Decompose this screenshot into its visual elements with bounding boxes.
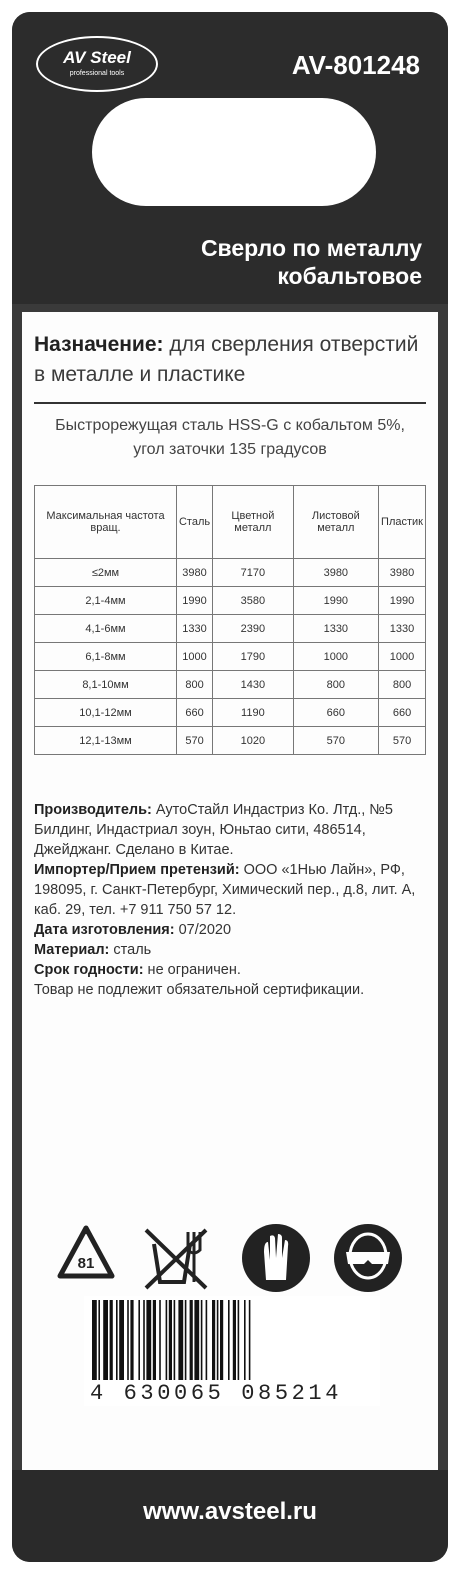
table-cell: 1790 bbox=[213, 643, 294, 671]
table-cell: 570 bbox=[293, 727, 378, 755]
table-cell: 7170 bbox=[213, 559, 294, 587]
table-cell: 3980 bbox=[293, 559, 378, 587]
shelf-life-label: Срок годности: bbox=[34, 962, 144, 978]
barcode-bar bbox=[103, 1300, 108, 1380]
table-cell: 800 bbox=[379, 671, 426, 699]
table-cell: 1430 bbox=[213, 671, 294, 699]
shelf-life-line bbox=[34, 960, 434, 980]
barcode-bars bbox=[84, 1296, 380, 1382]
certification-line: Товар не подлежит обязательной сертификации. bbox=[34, 982, 365, 998]
brand-tagline: professional tools bbox=[69, 70, 125, 77]
shelf-life-value: не ограничен. bbox=[143, 962, 241, 978]
table-cell: 1990 bbox=[176, 587, 212, 615]
table-header-cell: Пластик bbox=[379, 486, 426, 559]
table-row bbox=[35, 559, 426, 587]
table-cell: ≤2мм bbox=[35, 559, 177, 587]
barcode-bar bbox=[127, 1300, 129, 1380]
divider bbox=[34, 402, 426, 404]
table-row bbox=[35, 671, 426, 699]
table-cell: 3580 bbox=[213, 587, 294, 615]
table-cell: 3980 bbox=[176, 559, 212, 587]
barcode-bar bbox=[92, 1300, 97, 1380]
table-cell: 2,1-4мм bbox=[35, 587, 177, 615]
table-cell: 8,1-10мм bbox=[35, 671, 177, 699]
barcode-bar bbox=[220, 1300, 223, 1380]
barcode-bar bbox=[190, 1300, 193, 1380]
manufacturer-value: АутоСтайл Индастриз Ко. Лтд., №5 Билдинг, Индастриал зоун, Юньтао сити, 486514, Джейджанг. Сделано в Китае. bbox=[34, 802, 393, 858]
barcode-bar bbox=[130, 1300, 133, 1380]
brand-name: AV Steel bbox=[63, 48, 131, 67]
barcode-bar bbox=[146, 1300, 151, 1380]
barcode-bar bbox=[206, 1300, 208, 1380]
importer-label: Импортер/Прием претензий: bbox=[34, 862, 240, 878]
brand-logo bbox=[36, 36, 158, 92]
importer-line bbox=[34, 860, 434, 920]
article-number: AV-801248 bbox=[291, 50, 420, 80]
product-info bbox=[34, 800, 434, 1000]
barcode-bar bbox=[138, 1300, 140, 1380]
table-row bbox=[35, 643, 426, 671]
barcode-bar bbox=[185, 1300, 187, 1380]
spec-text bbox=[34, 414, 426, 462]
barcode-bar bbox=[178, 1300, 183, 1380]
website-url: www.avsteel.ru bbox=[143, 1498, 317, 1525]
table-header-cell: Максимальная частота вращ. bbox=[35, 486, 177, 559]
table-cell: 660 bbox=[379, 699, 426, 727]
table-header-cell: Листовой металл bbox=[293, 486, 378, 559]
table-cell: 1000 bbox=[293, 643, 378, 671]
material-label: Материал: bbox=[34, 942, 110, 958]
table-cell: 1990 bbox=[379, 587, 426, 615]
barcode-bar bbox=[233, 1300, 236, 1380]
safety-glasses-icon bbox=[332, 1222, 404, 1294]
spec-line2: угол заточки 135 градусов bbox=[133, 441, 327, 458]
hang-hole bbox=[92, 98, 376, 206]
table-cell: 1020 bbox=[213, 727, 294, 755]
barcode-bar bbox=[238, 1300, 240, 1380]
table-row bbox=[35, 727, 426, 755]
purpose-label: Назначение: bbox=[34, 333, 164, 356]
barcode-bar bbox=[159, 1300, 161, 1380]
product-title-line2: кобальтовое bbox=[277, 263, 422, 289]
table-cell: 6,1-8мм bbox=[35, 643, 177, 671]
recycle-code: 81 bbox=[77, 1255, 95, 1272]
table-cell: 660 bbox=[176, 699, 212, 727]
barcode-bar bbox=[194, 1300, 199, 1380]
manufacturer-line bbox=[34, 800, 434, 860]
barcode-bar bbox=[119, 1300, 124, 1380]
barcode-bar bbox=[201, 1300, 203, 1380]
product-title-line1: Сверло по металлу bbox=[200, 235, 422, 261]
barcode-bar bbox=[143, 1300, 145, 1380]
barcode-bar bbox=[217, 1300, 219, 1380]
gloves-icon bbox=[240, 1222, 312, 1294]
purpose-text bbox=[34, 330, 434, 390]
table-cell: 570 bbox=[176, 727, 212, 755]
barcode-bar bbox=[153, 1300, 156, 1380]
table-cell: 1990 bbox=[293, 587, 378, 615]
table-cell: 660 bbox=[293, 699, 378, 727]
table-row bbox=[35, 587, 426, 615]
barcode-bar bbox=[228, 1300, 230, 1380]
table-header-cell: Цветной металл bbox=[213, 486, 294, 559]
material-value: сталь bbox=[109, 942, 152, 958]
barcode-digits: 4 630065 085214 bbox=[90, 1381, 343, 1406]
table-header-cell: Сталь bbox=[176, 486, 212, 559]
date-line bbox=[34, 920, 434, 940]
table-row bbox=[35, 615, 426, 643]
table-cell: 800 bbox=[176, 671, 212, 699]
barcode-bar bbox=[249, 1300, 251, 1380]
barcode-bar bbox=[169, 1300, 172, 1380]
package-header bbox=[12, 12, 448, 304]
purpose-value: для сверления отверстий в металле и пластике bbox=[34, 333, 419, 386]
table-cell: 3980 bbox=[379, 559, 426, 587]
table-cell: 1330 bbox=[293, 615, 378, 643]
table-row bbox=[35, 699, 426, 727]
date-value: 07/2020 bbox=[174, 922, 232, 938]
date-label: Дата изготовления: bbox=[34, 922, 175, 938]
barcode-bar bbox=[110, 1300, 113, 1380]
table-cell: 10,1-12мм bbox=[35, 699, 177, 727]
barcode-bar bbox=[174, 1300, 176, 1380]
recycle-81-icon bbox=[50, 1222, 122, 1294]
barcode-bar bbox=[116, 1300, 118, 1380]
rpm-table bbox=[34, 485, 426, 755]
not-food-contact-icon bbox=[140, 1222, 212, 1294]
table-cell: 1190 bbox=[213, 699, 294, 727]
table-cell: 570 bbox=[379, 727, 426, 755]
table-cell: 1000 bbox=[379, 643, 426, 671]
table-cell: 12,1-13мм bbox=[35, 727, 177, 755]
table-cell: 1330 bbox=[176, 615, 212, 643]
manufacturer-label: Производитель: bbox=[34, 802, 152, 818]
package-card bbox=[12, 12, 448, 1562]
table-header-row bbox=[35, 486, 426, 559]
barcode-bar bbox=[244, 1300, 246, 1380]
table-cell: 800 bbox=[293, 671, 378, 699]
spec-line1: Быстрорежущая сталь HSS-G с кобальтом 5%, bbox=[55, 417, 405, 434]
table-cell: 2390 bbox=[213, 615, 294, 643]
barcode-bar bbox=[166, 1300, 168, 1380]
table-cell: 1000 bbox=[176, 643, 212, 671]
barcode bbox=[84, 1296, 380, 1406]
importer-value: ООО «1Нью Лайн», РФ, 198095, г. Санкт-Петербург, Химический пер., д.8, лит. А, каб. 29, тел. +7 911 750 57 12. bbox=[34, 862, 416, 918]
marking-icons bbox=[12, 1222, 448, 1298]
product-title bbox=[201, 234, 422, 290]
barcode-bar bbox=[212, 1300, 215, 1380]
barcode-bar bbox=[98, 1300, 100, 1380]
table-cell: 4,1-6мм bbox=[35, 615, 177, 643]
material-line bbox=[34, 940, 434, 960]
table-cell: 1330 bbox=[379, 615, 426, 643]
